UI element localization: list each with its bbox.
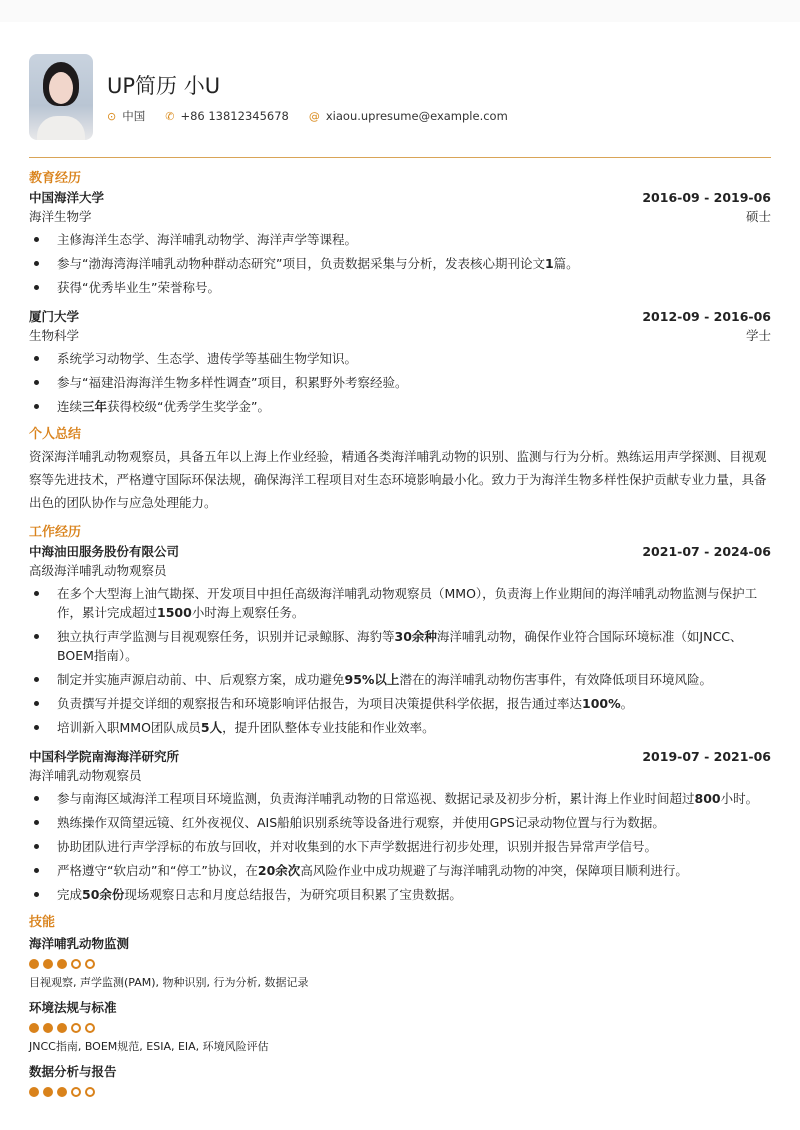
email[interactable]: xiaou.upresume@example.com: [325, 109, 508, 123]
highlight-text: 20余次: [257, 863, 301, 878]
empty-dot-icon: [71, 1087, 81, 1097]
email-icon: @: [308, 109, 320, 123]
highlight-text: 三年: [82, 399, 108, 414]
location: 中国: [122, 109, 146, 123]
date-range: 2012-09 - 2016-06: [642, 309, 771, 324]
bullet-item: [29, 627, 771, 665]
bullet-text: 系统学习动物学、生态学、遗传学等基础生物学知识。: [57, 351, 358, 366]
highlight-text: 5人: [200, 720, 223, 735]
entry-header: [29, 307, 771, 326]
organization: 中国海洋大学: [29, 190, 105, 205]
filled-dot-icon: [29, 1087, 39, 1097]
bullet-text: 连续: [57, 399, 83, 414]
filled-dot-icon: [29, 959, 39, 969]
role-or-major: 高级海洋哺乳动物观察员: [29, 563, 167, 578]
bullet-list: [29, 230, 771, 297]
bullet-item: [29, 861, 771, 880]
bullet-list: [29, 349, 771, 416]
phone: +86 13812345678: [180, 109, 289, 123]
role-or-major: 生物科学: [29, 328, 80, 343]
highlight-text: 100%: [582, 696, 621, 711]
bullet-text: 获得“优秀毕业生”荣誉称号。: [57, 280, 220, 295]
bullet-item: [29, 670, 771, 689]
avatar: [29, 54, 93, 140]
phone-icon: ✆: [165, 109, 175, 123]
bullet-text: 。: [620, 696, 634, 711]
bullet-item: [29, 694, 771, 713]
bullet-item: [29, 718, 771, 737]
highlight-text: 95%以上: [344, 672, 400, 687]
bullet-text: 负责撰写并提交详细的观察报告和环境影响评估报告，为项目决策提供科学依据，报告通过率达: [57, 696, 583, 711]
degree: 硕士: [745, 209, 771, 224]
empty-dot-icon: [71, 959, 81, 969]
date-range: 2019-07 - 2021-06: [642, 749, 771, 764]
bullet-text: 潜在的海洋哺乳动物伤害事件，有效降低项目环境风险。: [399, 672, 712, 687]
date-range: 2016-09 - 2019-06: [642, 190, 771, 205]
filled-dot-icon: [57, 1023, 67, 1033]
section-title: 工作经历: [29, 525, 82, 540]
filled-dot-icon: [57, 959, 67, 969]
bullet-item: [29, 254, 771, 273]
skill-level-rating: [29, 1023, 771, 1033]
resume-content: [29, 170, 771, 1101]
highlight-text: 50余份: [82, 887, 125, 902]
bullet-text: 严格遵守“软启动”和“停工”协议，在: [57, 863, 258, 878]
section-title: 技能: [29, 915, 56, 930]
summary-section: [29, 426, 771, 514]
highlight-text: 800: [694, 791, 721, 806]
empty-dot-icon: [71, 1023, 81, 1033]
role-or-major: 海洋生物学: [29, 209, 92, 224]
skill-keywords: JNCC指南, BOEM规范, ESIA, EIA, 环境风险评估: [29, 1040, 269, 1053]
bullet-text: 独立执行声学监测与目视观察任务，识别并记录鲸豚、海豹等: [57, 629, 395, 644]
skill-name: 海洋哺乳动物监测: [29, 936, 130, 951]
bullet-item: [29, 584, 771, 622]
work-entry: [29, 542, 771, 737]
highlight-text: 30余种: [394, 629, 437, 644]
bullet-item: [29, 373, 771, 392]
empty-dot-icon: [85, 959, 95, 969]
education-entry: [29, 307, 771, 416]
education-section: [29, 170, 771, 416]
bullet-text: 篇。: [553, 256, 579, 271]
empty-dot-icon: [85, 1087, 95, 1097]
role-or-major: 海洋哺乳动物观察员: [29, 768, 142, 783]
organization: 厦门大学: [29, 309, 80, 324]
bullet-text: 熟练操作双筒望远镜、红外夜视仪、AIS船舶识别系统等设备进行观察，并使用GPS记录动物位置与行为数据。: [57, 815, 665, 830]
filled-dot-icon: [43, 959, 53, 969]
bullet-text: 小时。: [720, 791, 759, 806]
bullet-text: 高风险作业中成功规避了与海洋哺乳动物的冲突，保障项目顺利进行。: [300, 863, 688, 878]
filled-dot-icon: [57, 1087, 67, 1097]
organization: 中国科学院南海海洋研究所: [29, 749, 180, 764]
section-title: 教育经历: [29, 171, 82, 186]
bullet-item: [29, 837, 771, 856]
entry-subheader: [29, 207, 771, 226]
bullet-text: 培训新入职MMO团队成员: [57, 720, 201, 735]
skill-level-rating: [29, 959, 771, 969]
bullet-item: [29, 813, 771, 832]
filled-dot-icon: [43, 1023, 53, 1033]
section-title: 个人总结: [29, 427, 82, 442]
entry-header: [29, 747, 771, 766]
skill-level-rating: [29, 1087, 771, 1097]
organization: 中海油田服务股份有限公司: [29, 544, 180, 559]
entry-subheader: [29, 561, 771, 580]
summary-text: 资深海洋哺乳动物观察员，具备五年以上海上作业经验，精通各类海洋哺乳动物的识别、监测与行为分析。熟练运用声学探测、目视观察等先进技术，严格遵守国际环保法规，确保海洋工程项目对生态环境影响最小化。致力于为海洋生物多样性保护贡献专业力量，具备出色的团队协作与应急处理能力。: [29, 449, 767, 510]
filled-dot-icon: [29, 1023, 39, 1033]
bullet-text: 主修海洋生态学、海洋哺乳动物学、海洋声学等课程。: [57, 232, 358, 247]
bullet-item: [29, 885, 771, 904]
entry-subheader: [29, 766, 771, 785]
date-range: 2021-07 - 2024-06: [642, 544, 771, 559]
skill-name: 环境法规与标准: [29, 1000, 117, 1015]
header: [29, 54, 508, 140]
skills-section: [29, 914, 771, 1097]
bullet-item: [29, 397, 771, 416]
bullet-text: 获得校级“优秀学生奖学金”。: [107, 399, 270, 414]
bullet-text: 参与南海区域海洋工程项目环境监测，负责海洋哺乳动物的日常巡视、数据记录及初步分析，累计海上作业时间超过: [57, 791, 695, 806]
location-icon: ⊙: [107, 109, 117, 123]
skill-name: 数据分析与报告: [29, 1064, 117, 1079]
bullet-list: [29, 584, 771, 737]
entry-header: [29, 188, 771, 207]
highlight-text: 1500: [157, 605, 192, 620]
bullet-item: [29, 349, 771, 368]
work-entry: [29, 747, 771, 904]
bullet-text: 完成: [57, 887, 83, 902]
bullet-text: 参与“渤海湾海洋哺乳动物种群动态研究”项目，负责数据采集与分析，发表核心期刊论文: [57, 256, 545, 271]
entry-subheader: [29, 326, 771, 345]
entry-header: [29, 542, 771, 561]
bullet-text: 小时海上观察任务。: [191, 605, 305, 620]
bullet-text: 协助团队进行声学浮标的布放与回收，并对收集到的水下声学数据进行初步处理，识别并报告异常声学信号。: [57, 839, 658, 854]
skill-keywords: 目视观察, 声学监测(PAM), 物种识别, 行为分析, 数据记录: [29, 976, 309, 989]
bullet-list: [29, 789, 771, 904]
bullet-item: [29, 230, 771, 249]
contact-info: [107, 108, 508, 124]
education-entry: [29, 188, 771, 297]
bullet-text: 参与“福建沿海海洋生物多样性调查”项目，积累野外考察经验。: [57, 375, 408, 390]
degree: 学士: [745, 328, 771, 343]
filled-dot-icon: [43, 1087, 53, 1097]
bullet-item: [29, 278, 771, 297]
empty-dot-icon: [85, 1023, 95, 1033]
header-divider: [29, 157, 771, 158]
bullet-text: 海洋哺乳动物，确保作业符合国际环境标准（如JNCC、BOEM指南）。: [57, 629, 743, 663]
bullet-item: [29, 789, 771, 808]
candidate-name: UP简历 小U: [107, 74, 221, 98]
bullet-text: 制定并实施声源启动前、中、后观察方案，成功避免: [57, 672, 345, 687]
highlight-text: 1: [544, 256, 554, 271]
bullet-text: 现场观察日志和月度总结报告，为研究项目积累了宝贵数据。: [124, 887, 462, 902]
top-bar: [0, 0, 800, 22]
work-section: [29, 524, 771, 904]
bullet-text: 在多个大型海上油气勘探、开发项目中担任高级海洋哺乳动物观察员（MMO），负责海上作业期间的海洋哺乳动物监测与保护工作，累计完成超过: [57, 586, 758, 620]
bullet-text: ，提升团队整体专业技能和作业效率。: [222, 720, 435, 735]
